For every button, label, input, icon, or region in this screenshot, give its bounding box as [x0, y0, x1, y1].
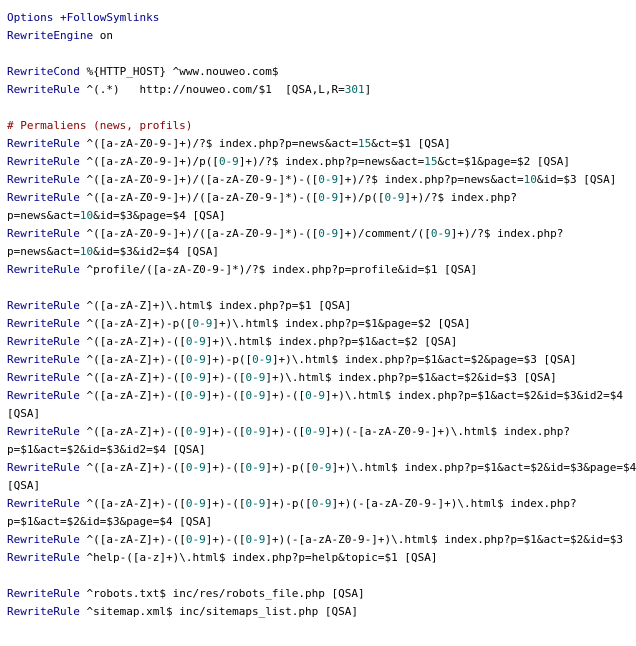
- text-token: ]+)/comment/([: [338, 227, 431, 240]
- code-line: [7, 459, 636, 477]
- code-line: [7, 297, 600, 315]
- blank-line: [7, 99, 600, 117]
- text-token: ]+)\.html$ index.php?p=$1&act=$2&id=$3&page=$4: [331, 461, 636, 474]
- directive-token: RewriteRule: [7, 353, 80, 366]
- directive-token: RewriteRule: [7, 317, 80, 330]
- directive-token: RewriteRule: [7, 173, 80, 186]
- text-token: ]+)\.html$ index.php?p=$1&act=$2&id=$3 [QSA]: [265, 371, 557, 384]
- number-token: 0-9: [185, 335, 206, 348]
- code-line: [7, 477, 600, 495]
- text-token: ^robots.txt$ inc/res/robots_file.php [QSA]: [79, 587, 365, 600]
- number-token: 0-9: [430, 227, 451, 240]
- directive-token: Options: [7, 11, 54, 24]
- text-token: [QSA]: [7, 407, 41, 420]
- text-token: ]+)-p([: [265, 461, 312, 474]
- text-token: ^([a-zA-Z]+)-([: [79, 371, 186, 384]
- text-token: ]+)\.html$ index.php?p=$1&page=$2 [QSA]: [212, 317, 471, 330]
- text-token: &ct=$1&page=$2 [QSA]: [437, 155, 570, 168]
- code-line: [7, 549, 600, 567]
- number-token: 0-9: [185, 497, 206, 510]
- text-token: p=$1&act=$2&id=$3&id2=$4 [QSA]: [7, 443, 206, 456]
- number-token: 0-9: [305, 425, 325, 438]
- number-token: 0-9: [245, 461, 266, 474]
- code-line: [7, 189, 600, 207]
- text-token: ^help-([a-z]+)\.html$ index.php?p=help&topic=$1 [QSA]: [79, 551, 438, 564]
- code-line: [7, 153, 600, 171]
- text-token: ]+)-([: [205, 461, 246, 474]
- number-token: 10: [79, 245, 94, 258]
- text-token: &id=$3&id2=$4 [QSA]: [93, 245, 219, 258]
- code-line: [7, 315, 600, 333]
- number-token: 10: [523, 173, 537, 186]
- code-line: [7, 513, 600, 531]
- number-token: 0-9: [305, 389, 325, 402]
- code-line: [7, 207, 600, 225]
- blank-line: [7, 279, 600, 297]
- code-line: [7, 423, 600, 441]
- text-token: on: [93, 29, 113, 42]
- text-token: ^([a-zA-Z]+)-p([: [79, 317, 193, 330]
- directive-token: RewriteRule: [7, 335, 80, 348]
- blank-line: [7, 567, 600, 585]
- code-line: [7, 369, 600, 387]
- text-token: ^([a-zA-Z0-9-]+)/?$ index.php?p=news&act=: [79, 137, 359, 150]
- number-token: 15: [358, 137, 372, 150]
- text-token: ]+)-([: [265, 389, 306, 402]
- text-token: ]+)(-[a-zA-Z0-9-]+)\.html$ index.php?: [331, 497, 577, 510]
- text-token: ]+)-([: [205, 497, 246, 510]
- number-token: 0-9: [218, 155, 239, 168]
- directive-token: +FollowSymlinks: [59, 11, 160, 24]
- text-token: ]+)(-[a-zA-Z0-9-]+)\.html$ index.php?p=$1&act=$2&id=$3: [265, 533, 623, 546]
- text-token: ]+)-([: [205, 389, 246, 402]
- text-token: ]+)-([: [205, 533, 246, 546]
- number-token: 0-9: [185, 533, 206, 546]
- directive-token: RewriteRule: [7, 299, 80, 312]
- code-line: [7, 495, 600, 513]
- text-token: p=news&act=: [7, 245, 80, 258]
- text-token: ^sitemap.xml$ inc/sitemaps_list.php [QSA]: [79, 605, 359, 618]
- code-line: [7, 27, 600, 45]
- code-line: [7, 261, 600, 279]
- number-token: 0-9: [311, 497, 332, 510]
- directive-token: RewriteRule: [7, 227, 80, 240]
- text-token: ]+)-([: [265, 425, 306, 438]
- text-token: &id=$3 [QSA]: [536, 173, 617, 186]
- code-line: [7, 171, 617, 189]
- number-token: 0-9: [192, 317, 213, 330]
- text-token: &id=$3&page=$4 [QSA]: [93, 209, 226, 222]
- text-token: ]: [364, 83, 372, 96]
- code-line: [7, 63, 600, 81]
- text-token: ]+)/?$ index.php?: [450, 227, 564, 240]
- code-line: [7, 333, 600, 351]
- text-token: ^([a-zA-Z]+)-([: [79, 335, 186, 348]
- text-token: [53, 11, 60, 24]
- blank-line: [7, 45, 600, 63]
- text-token: %{HTTP_HOST} ^www.nouweo.com$: [79, 65, 279, 78]
- text-token: ^([a-zA-Z]+)\.html$ index.php?p=$1 [QSA]: [79, 299, 352, 312]
- text-token: p=news&act=: [7, 209, 80, 222]
- number-token: 0-9: [185, 353, 206, 366]
- directive-token: RewriteCond: [7, 65, 80, 78]
- directive-token: RewriteRule: [7, 605, 80, 618]
- number-token: 0-9: [245, 497, 266, 510]
- number-token: 0-9: [245, 389, 266, 402]
- text-token: ]+)-p([: [205, 353, 253, 366]
- code-line: [7, 441, 600, 459]
- comment-token: # Permaliens (news, profils): [7, 119, 193, 132]
- number-token: 0-9: [185, 461, 206, 474]
- text-token: ^([a-zA-Z0-9-]+)/([a-zA-Z0-9-]*)-([: [79, 191, 319, 204]
- directive-token: RewriteRule: [7, 83, 80, 96]
- number-token: 10: [79, 209, 94, 222]
- text-token: ^profile/([a-zA-Z0-9-]*)/?$ index.php?p=profile&id=$1 [QSA]: [79, 263, 478, 276]
- text-token: ]+)-([: [205, 425, 246, 438]
- number-token: 0-9: [318, 173, 339, 186]
- number-token: 0-9: [245, 425, 266, 438]
- number-token: 0-9: [185, 371, 206, 384]
- number-token: 0-9: [318, 191, 339, 204]
- text-token: ^([a-zA-Z]+)-([: [79, 461, 186, 474]
- text-token: ]+)\.html$ index.php?p=$1&act=$2 [QSA]: [205, 335, 458, 348]
- text-token: ]+)/p([: [338, 191, 385, 204]
- number-token: 301: [344, 83, 365, 96]
- text-token: ^([a-zA-Z]+)-([: [79, 389, 186, 402]
- code-line: [7, 531, 623, 549]
- code-line: [7, 405, 600, 423]
- text-token: &ct=$1 [QSA]: [371, 137, 451, 150]
- text-token: ^([a-zA-Z0-9-]+)/([a-zA-Z0-9-]*)-([: [79, 227, 319, 240]
- directive-token: RewriteRule: [7, 137, 80, 150]
- number-token: 0-9: [252, 353, 272, 366]
- text-token: ]+)/?$ index.php?p=news&act=: [338, 173, 524, 186]
- number-token: 0-9: [311, 461, 332, 474]
- text-token: ]+)\.html$ index.php?p=$1&act=$2&id=$3&id2=$4: [324, 389, 623, 402]
- text-token: ^([a-zA-Z]+)-([: [79, 353, 186, 366]
- number-token: 0-9: [185, 425, 206, 438]
- directive-token: RewriteRule: [7, 389, 80, 402]
- text-token: ]+)/?$ index.php?: [404, 191, 517, 204]
- code-line: [7, 243, 600, 261]
- directive-token: RewriteRule: [7, 461, 80, 474]
- directive-token: RewriteEngine: [7, 29, 94, 42]
- code-line: [7, 225, 600, 243]
- text-token: ^([a-zA-Z0-9-]+)/([a-zA-Z0-9-]*)-([: [79, 173, 319, 186]
- text-token: p=$1&act=$2&id=$3&page=$4 [QSA]: [7, 515, 213, 528]
- text-token: ]+)-([: [205, 371, 246, 384]
- directive-token: RewriteRule: [7, 533, 80, 546]
- code-line: [7, 81, 600, 99]
- text-token: ^([a-zA-Z]+)-([: [79, 533, 186, 546]
- directive-token: RewriteRule: [7, 425, 80, 438]
- text-token: [QSA]: [7, 479, 41, 492]
- number-token: 0-9: [245, 371, 266, 384]
- code-line: [7, 603, 600, 621]
- directive-token: RewriteRule: [7, 155, 80, 168]
- directive-token: RewriteRule: [7, 551, 80, 564]
- directive-token: RewriteRule: [7, 497, 80, 510]
- text-token: ^([a-zA-Z0-9-]+)/p([: [79, 155, 219, 168]
- number-token: 0-9: [318, 227, 339, 240]
- text-token: ^([a-zA-Z]+)-([: [79, 425, 186, 438]
- directive-token: RewriteRule: [7, 191, 80, 204]
- directive-token: RewriteRule: [7, 371, 80, 384]
- code-line: [7, 585, 600, 603]
- number-token: 0-9: [185, 389, 206, 402]
- directive-token: RewriteRule: [7, 263, 80, 276]
- text-token: ^([a-zA-Z]+)-([: [79, 497, 186, 510]
- number-token: 0-9: [245, 533, 266, 546]
- code-line: [7, 9, 600, 27]
- text-token: ]+)(-[a-zA-Z0-9-]+)\.html$ index.php?: [324, 425, 570, 438]
- code-line: [7, 351, 600, 369]
- text-token: ]+)\.html$ index.php?p=$1&act=$2&page=$3 [QSA]: [271, 353, 577, 366]
- number-token: 0-9: [384, 191, 405, 204]
- text-token: ]+)/?$ index.php?p=news&act=: [238, 155, 425, 168]
- text-token: ^(.*) http://nouweo.com/$1 [QSA,L,R=: [79, 83, 345, 96]
- code-line: [7, 117, 600, 135]
- code-line: [7, 135, 600, 153]
- number-token: 15: [424, 155, 438, 168]
- code-line: [7, 387, 623, 405]
- text-token: ]+)-p([: [265, 497, 312, 510]
- directive-token: RewriteRule: [7, 587, 80, 600]
